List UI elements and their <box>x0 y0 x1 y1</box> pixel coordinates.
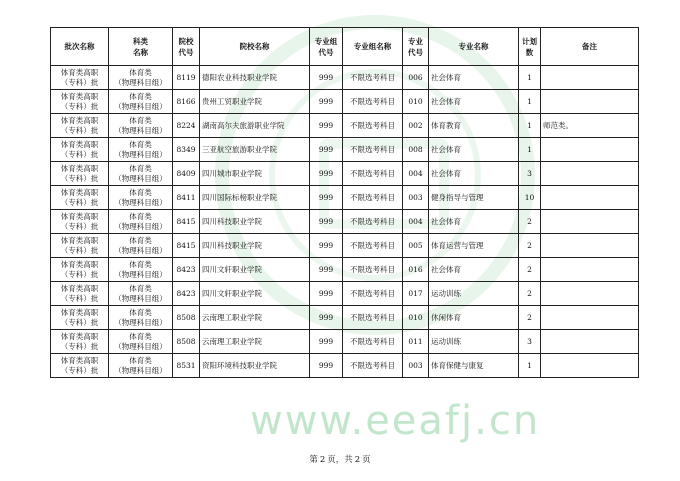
cell-major-code: 011 <box>403 330 429 354</box>
cell-major-name: 社会体育 <box>429 258 519 282</box>
table-row <box>51 114 639 138</box>
table-row <box>51 282 639 306</box>
cell-category: 体育类 （物理科目组） <box>109 186 173 210</box>
cell-note: 师范类。 <box>541 114 639 138</box>
cell-plan: 3 <box>519 162 541 186</box>
cell-note <box>541 66 639 90</box>
col-header-school-name: 院校名称 <box>200 28 310 66</box>
table-row <box>51 90 639 114</box>
table-row <box>51 138 639 162</box>
cell-school-code: 8508 <box>173 306 200 330</box>
cell-group-name: 不限选考科目 <box>343 162 403 186</box>
cell-note <box>541 234 639 258</box>
cell-school-code: 8415 <box>173 210 200 234</box>
cell-batch: 体育类高职 （专科）批 <box>51 354 109 378</box>
cell-major-name: 社会体育 <box>429 66 519 90</box>
cell-major-name: 运动训练 <box>429 330 519 354</box>
cell-group-name: 不限选考科目 <box>343 234 403 258</box>
cell-category: 体育类 （物理科目组） <box>109 354 173 378</box>
cell-note <box>541 162 639 186</box>
header-row <box>51 28 639 66</box>
table-row <box>51 66 639 90</box>
cell-group-code: 999 <box>310 282 343 306</box>
cell-school-code: 8423 <box>173 258 200 282</box>
cell-group-name: 不限选考科目 <box>343 306 403 330</box>
cell-batch: 体育类高职 （专科）批 <box>51 330 109 354</box>
cell-plan: 2 <box>519 306 541 330</box>
cell-batch: 体育类高职 （专科）批 <box>51 306 109 330</box>
cell-plan: 2 <box>519 234 541 258</box>
cell-group-code: 999 <box>310 90 343 114</box>
cell-plan: 10 <box>519 186 541 210</box>
col-header-major-name: 专业名称 <box>429 28 519 66</box>
cell-group-code: 999 <box>310 210 343 234</box>
cell-major-code: 004 <box>403 210 429 234</box>
cell-major-name: 运动训练 <box>429 282 519 306</box>
cell-batch: 体育类高职 （专科）批 <box>51 90 109 114</box>
cell-batch: 体育类高职 （专科）批 <box>51 258 109 282</box>
cell-group-name: 不限选考科目 <box>343 114 403 138</box>
cell-group-code: 999 <box>310 66 343 90</box>
cell-batch: 体育类高职 （专科）批 <box>51 186 109 210</box>
cell-major-code: 002 <box>403 114 429 138</box>
cell-category: 体育类 （物理科目组） <box>109 210 173 234</box>
cell-plan: 1 <box>519 114 541 138</box>
cell-major-code: 008 <box>403 138 429 162</box>
cell-category: 体育类 （物理科目组） <box>109 162 173 186</box>
cell-batch: 体育类高职 （专科）批 <box>51 138 109 162</box>
page-number: 2 <box>319 455 326 465</box>
cell-group-name: 不限选考科目 <box>343 66 403 90</box>
cell-group-code: 999 <box>310 186 343 210</box>
cell-note <box>541 354 639 378</box>
cell-major-code: 016 <box>403 258 429 282</box>
cell-group-code: 999 <box>310 138 343 162</box>
cell-school-code: 8508 <box>173 330 200 354</box>
cell-school-name: 资阳环境科技职业学院 <box>200 354 310 378</box>
cell-school-name: 四川科技职业学院 <box>200 234 310 258</box>
cell-school-code: 8349 <box>173 138 200 162</box>
table-row <box>51 234 639 258</box>
cell-batch: 体育类高职 （专科）批 <box>51 114 109 138</box>
cell-school-code: 8423 <box>173 282 200 306</box>
cell-note <box>541 186 639 210</box>
cell-group-name: 不限选考科目 <box>343 138 403 162</box>
cell-school-code: 8166 <box>173 90 200 114</box>
col-header-school-code: 院校 代号 <box>173 28 200 66</box>
cell-school-code: 8411 <box>173 186 200 210</box>
cell-category: 体育类 （物理科目组） <box>109 114 173 138</box>
cell-group-name: 不限选考科目 <box>343 282 403 306</box>
page-footer: 第 2 页，共 2 页 <box>309 455 371 465</box>
table-row <box>51 186 639 210</box>
watermark-url: www.eeafj.cn <box>250 398 541 444</box>
cell-note <box>541 306 639 330</box>
cell-major-name: 社会体育 <box>429 90 519 114</box>
cell-major-name: 体育保健与康复 <box>429 354 519 378</box>
cell-group-code: 999 <box>310 306 343 330</box>
cell-major-name: 社会体育 <box>429 162 519 186</box>
table-row <box>51 306 639 330</box>
cell-school-name: 湖南高尔夫旅游职业学院 <box>200 114 310 138</box>
cell-group-name: 不限选考科目 <box>343 186 403 210</box>
page-total: 2 <box>354 455 361 465</box>
cell-major-name: 社会体育 <box>429 138 519 162</box>
cell-plan: 1 <box>519 90 541 114</box>
cell-major-name: 体育教育 <box>429 114 519 138</box>
cell-school-name: 四川国际标榜职业学院 <box>200 186 310 210</box>
col-header-category: 科类 名称 <box>109 28 173 66</box>
admission-plan-table <box>50 27 639 378</box>
cell-major-code: 005 <box>403 234 429 258</box>
table-row <box>51 210 639 234</box>
cell-group-name: 不限选考科目 <box>343 90 403 114</box>
cell-batch: 体育类高职 （专科）批 <box>51 66 109 90</box>
cell-batch: 体育类高职 （专科）批 <box>51 282 109 306</box>
cell-school-code: 8119 <box>173 66 200 90</box>
cell-major-name: 休闲体育 <box>429 306 519 330</box>
cell-plan: 1 <box>519 66 541 90</box>
cell-major-code: 006 <box>403 66 429 90</box>
cell-major-code: 010 <box>403 306 429 330</box>
cell-batch: 体育类高职 （专科）批 <box>51 210 109 234</box>
cell-major-code: 003 <box>403 186 429 210</box>
cell-category: 体育类 （物理科目组） <box>109 138 173 162</box>
cell-group-name: 不限选考科目 <box>343 210 403 234</box>
cell-plan: 1 <box>519 138 541 162</box>
cell-school-code: 8224 <box>173 114 200 138</box>
cell-school-code: 8415 <box>173 234 200 258</box>
col-header-group-code: 专业组 代号 <box>310 28 343 66</box>
cell-group-code: 999 <box>310 258 343 282</box>
cell-school-code: 8409 <box>173 162 200 186</box>
cell-category: 体育类 （物理科目组） <box>109 306 173 330</box>
cell-category: 体育类 （物理科目组） <box>109 330 173 354</box>
cell-note <box>541 90 639 114</box>
col-header-plan: 计划 数 <box>519 28 541 66</box>
cell-major-code: 010 <box>403 90 429 114</box>
cell-major-name: 健身指导与管理 <box>429 186 519 210</box>
cell-group-code: 999 <box>310 162 343 186</box>
col-header-major-code: 专业 代号 <box>403 28 429 66</box>
cell-major-code: 004 <box>403 162 429 186</box>
cell-note <box>541 330 639 354</box>
col-header-note: 备注 <box>541 28 639 66</box>
cell-school-name: 云南理工职业学院 <box>200 330 310 354</box>
cell-school-name: 四川文轩职业学院 <box>200 282 310 306</box>
cell-group-name: 不限选考科目 <box>343 330 403 354</box>
cell-note <box>541 282 639 306</box>
cell-school-code: 8531 <box>173 354 200 378</box>
cell-batch: 体育类高职 （专科）批 <box>51 234 109 258</box>
cell-school-name: 贵州工贸职业学院 <box>200 90 310 114</box>
cell-school-name: 四川科技职业学院 <box>200 210 310 234</box>
cell-major-code: 003 <box>403 354 429 378</box>
cell-group-name: 不限选考科目 <box>343 354 403 378</box>
cell-school-name: 德阳农业科技职业学院 <box>200 66 310 90</box>
table-row <box>51 330 639 354</box>
cell-group-code: 999 <box>310 114 343 138</box>
cell-category: 体育类 （物理科目组） <box>109 258 173 282</box>
cell-batch: 体育类高职 （专科）批 <box>51 162 109 186</box>
cell-school-name: 四川文轩职业学院 <box>200 258 310 282</box>
cell-category: 体育类 （物理科目组） <box>109 282 173 306</box>
cell-plan: 1 <box>519 354 541 378</box>
cell-group-code: 999 <box>310 234 343 258</box>
cell-group-name: 不限选考科目 <box>343 258 403 282</box>
col-header-group-name: 专业组名称 <box>343 28 403 66</box>
cell-plan: 2 <box>519 282 541 306</box>
cell-plan: 3 <box>519 330 541 354</box>
cell-category: 体育类 （物理科目组） <box>109 66 173 90</box>
cell-major-name: 体育运营与管理 <box>429 234 519 258</box>
cell-note <box>541 138 639 162</box>
cell-school-name: 三亚航空旅游职业学院 <box>200 138 310 162</box>
cell-major-name: 社会体育 <box>429 210 519 234</box>
col-header-batch: 批次名称 <box>51 28 109 66</box>
cell-major-code: 017 <box>403 282 429 306</box>
cell-school-name: 云南理工职业学院 <box>200 306 310 330</box>
cell-note <box>541 258 639 282</box>
table-row <box>51 162 639 186</box>
table-row <box>51 354 639 378</box>
cell-group-code: 999 <box>310 330 343 354</box>
cell-note <box>541 210 639 234</box>
cell-plan: 2 <box>519 258 541 282</box>
cell-group-code: 999 <box>310 354 343 378</box>
cell-category: 体育类 （物理科目组） <box>109 90 173 114</box>
cell-school-name: 四川城市职业学院 <box>200 162 310 186</box>
cell-category: 体育类 （物理科目组） <box>109 234 173 258</box>
cell-plan: 2 <box>519 210 541 234</box>
table-row <box>51 258 639 282</box>
